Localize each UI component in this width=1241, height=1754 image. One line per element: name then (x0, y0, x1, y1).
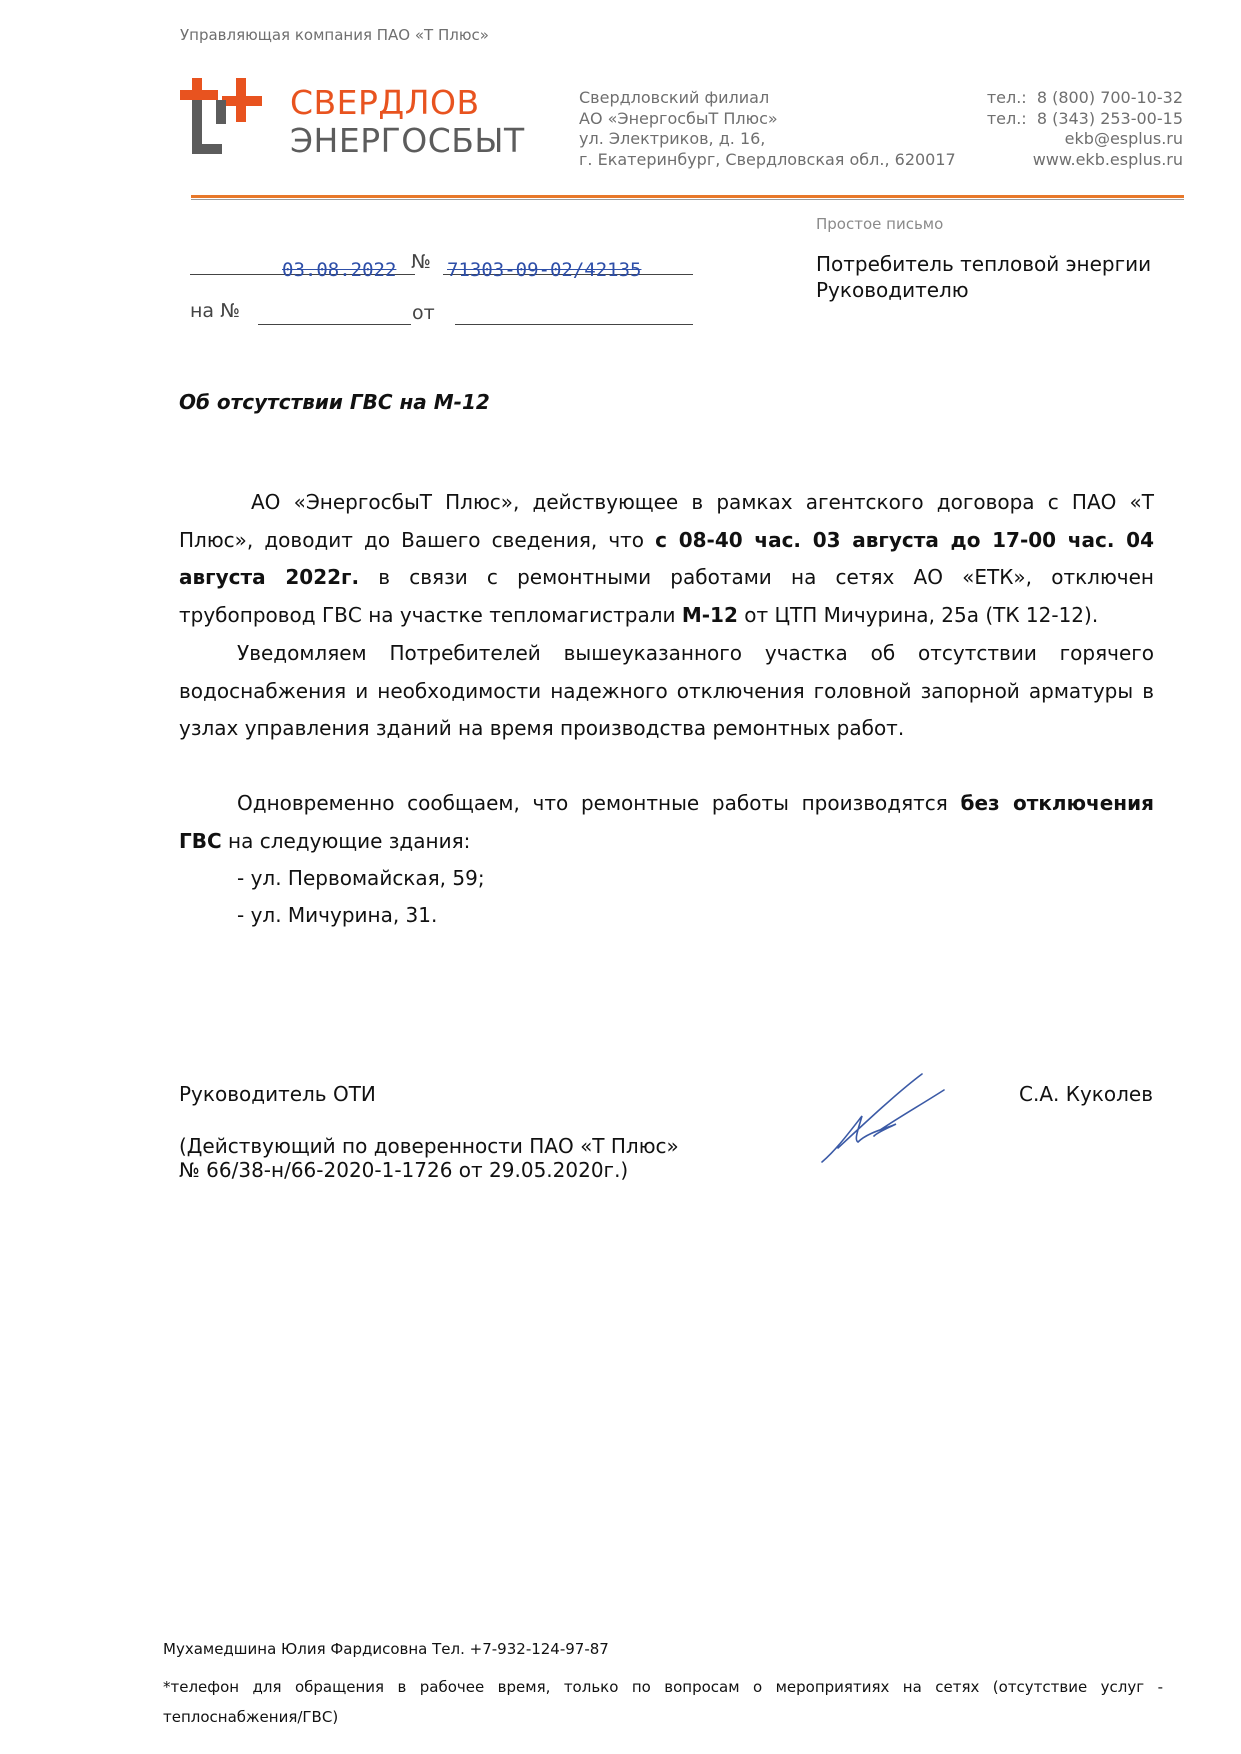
proxy-line: № 66/38-н/66-2020-1-1726 от 29.05.2020г.) (179, 1158, 629, 1182)
list-item: - ул. Первомайская, 59; (237, 866, 485, 890)
contact-website (987, 150, 1183, 171)
main-line-name: М-12 (681, 602, 738, 627)
management-company: Управляющая компания ПАО «Т Плюс» (180, 26, 489, 44)
contact-email (987, 129, 1183, 150)
executor-contact: Мухамедшина Юлия Фардисовна Тел. +7-932-124-97-87 (163, 1640, 609, 1658)
contact-block (987, 88, 1183, 170)
body-paragraph-2: Уведомляем Потребителей вышеуказанного участка об отсутствии горячего водоснабжения и необходимости надежного отключения головной запорной арматуры в узлах управления зданий на время производства ремонтных работ. (179, 641, 1154, 740)
branch-address (579, 88, 956, 170)
letter-type: Простое письмо (816, 215, 944, 233)
contact-value: www.ekb.esplus.ru (1032, 149, 1183, 169)
header-divider (191, 195, 1184, 198)
contact-label: тел.: (986, 108, 1027, 128)
proxy-line: (Действующий по доверенности ПАО «Т Плюс» (179, 1134, 679, 1158)
recipient-block (816, 251, 1151, 303)
text: на следующие здания: (221, 828, 471, 853)
logo-wordmark (290, 84, 525, 160)
registration-date: 03.08.2022 (282, 259, 397, 281)
recipient-line: Потребитель тепловой энергии (816, 252, 1152, 276)
contact-label: тел.: (986, 88, 1027, 107)
reference-from-label: от (412, 302, 435, 324)
logo-line-2: ЭНЕРГОСБЫТ (290, 121, 525, 160)
signatory-name: С.А. Куколев (1019, 1082, 1153, 1106)
body-paragraph-1 (179, 484, 1154, 634)
outage-period: с 08-40 час. 03 августа до 17-00 час. 04 августа 2022г. (179, 527, 1154, 589)
reference-date-blank (455, 324, 693, 325)
text: Одновременно сообщаем, что ремонтные работы производятся (237, 791, 961, 815)
logo-line-1: СВЕРДЛОВ (290, 83, 480, 122)
handwritten-signature-icon (818, 1070, 950, 1166)
no-outage-note: без отключения ГВС (179, 791, 1154, 853)
text: АО «ЭнергосбыТ Плюс», действующее в рамках агентского договора с ПАО «Т Плюс», доводит до Вашего сведения, что (179, 490, 1154, 552)
branch-line: г. Екатеринбург, Свердловская обл., 620017 (579, 149, 956, 169)
contact-phone-2 (987, 109, 1183, 130)
body-paragraph-3 (179, 785, 1154, 860)
registration-number: 71303-09-02/42135 (447, 259, 642, 281)
contact-value: 8 (800) 700-10-32 (1036, 88, 1183, 107)
contact-phone-1 (987, 88, 1183, 109)
branch-line: Свердловский филиал (579, 88, 770, 107)
letter-subject: Об отсутствии ГВС на М-12 (179, 390, 490, 414)
contact-value: ekb@esplus.ru (1064, 129, 1183, 148)
building-list (237, 860, 485, 934)
branch-line: ул. Электриков, д. 16, (579, 129, 766, 148)
registration-number-label: № (411, 251, 431, 273)
proxy-note (179, 1134, 679, 1182)
contact-value: 8 (343) 253-00-15 (1036, 108, 1183, 128)
reference-number-blank (258, 324, 411, 325)
footnote: *телефон для обращения в рабочее время, только по вопросам о мероприятиях на сетях (отсутствие услуг - теплоснабжения/ГВС) (163, 1678, 1163, 1726)
signatory-title: Руководитель ОТИ (179, 1082, 376, 1106)
header-divider-thin (191, 199, 1184, 200)
text: в связи с ремонтными работами на сетях АО «ЕТК», отключен трубопровод ГВС на участке тепломагистрали (179, 565, 1154, 627)
list-item: - ул. Мичурина, 31. (237, 903, 438, 927)
reference-number-label: на № (190, 300, 240, 322)
recipient-line: Руководителю (816, 278, 969, 302)
branch-line: АО «ЭнергосбыТ Плюс» (579, 108, 778, 128)
text: от ЦТП Мичурина, 25а (ТК 12-12). (737, 602, 1099, 627)
